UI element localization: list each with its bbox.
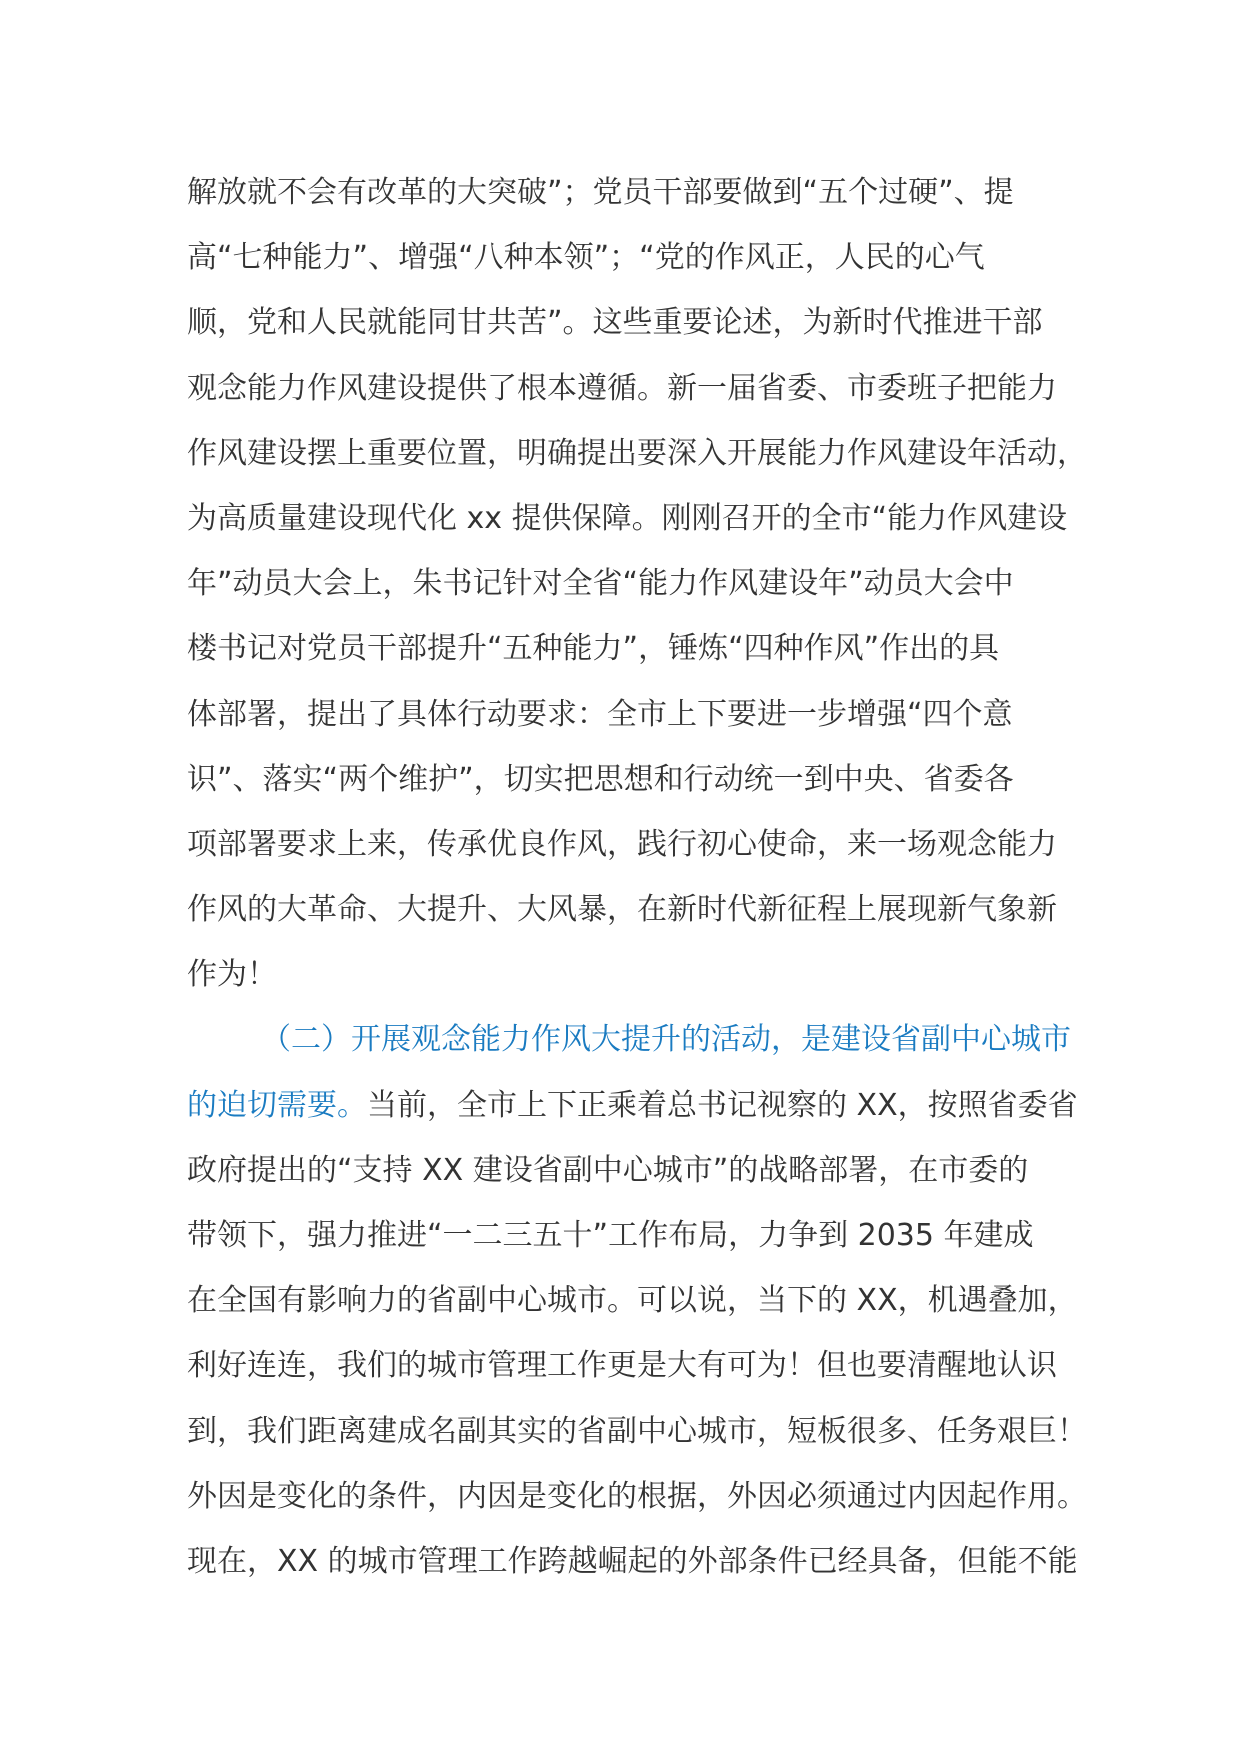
text-line: 为高质量建设现代化 xx 提供保障。刚刚召开的全市“能力作风建设 (187, 500, 1068, 536)
text-line: 政府提出的“支持 XX 建设省副中心城市”的战略部署，在市委的 (187, 1152, 1029, 1188)
text-line: 带领下，强力推进“一二三五十”工作布局，力争到 2035 年建成 (187, 1218, 1034, 1253)
text-line: 观念能力作风建设提供了根本遵循。新一届省委、市委班子把能力 (187, 370, 1057, 406)
text-line: 项部署要求上来，传承优良作风，践行初心使命，来一场观念能力 (187, 826, 1057, 862)
text-line: 识”、落实“两个维护”，切实把思想和行动统一到中央、省委各 (187, 761, 1014, 797)
section-heading: （二）开展观念能力作风大提升的活动，是建设省副中心城市 (261, 1022, 1071, 1058)
text-line (187, 1083, 1078, 1148)
text-line: 现在，XX 的城市管理工作跨越崛起的外部条件已经具备，但能不能 (187, 1543, 1078, 1579)
text-line: 顺，党和人民就能同甘共苦”。这些重要论述，为新时代推进干部 (187, 305, 1043, 341)
text-line: 楼书记对党员干部提升“五种能力”，锤炼“四种作风”作出的具 (187, 631, 1000, 667)
text-line: 作为！ (187, 957, 277, 993)
text-line: 作风的大革命、大提升、大风暴，在新时代新征程上展现新气象新 (187, 892, 1057, 928)
text-line: 年”动员大会上，朱书记针对全省“能力作风建设年”动员大会中 (187, 566, 1014, 602)
text-line: 体部署，提出了具体行动要求：全市上下要进一步增强“四个意 (187, 696, 1013, 732)
text-line: 在全国有影响力的省副中心城市。可以说，当下的 XX，机遇叠加， (187, 1283, 1078, 1319)
text-line: 高“七种能力”、增强“八种本领”；“党的作风正，人民的心气 (187, 240, 985, 276)
document-body (187, 170, 1087, 1604)
text-line: 到，我们距离建成名副其实的省副中心城市，短板很多、任务艰巨！ (187, 1413, 1087, 1449)
text-line: 解放就不会有改革的大突破”；党员干部要做到“五个过硬”、提 (187, 175, 1014, 210)
text-line: 作风建设摆上重要位置，明确提出要深入开展能力作风建设年活动， (187, 435, 1087, 471)
section-heading-end: 的迫切需要。 (187, 1087, 367, 1123)
paragraph-1 (187, 170, 1087, 1017)
text-span: 当前，全市上下正乘着总书记视察的 XX，按照省委省 (367, 1087, 1078, 1123)
paragraph-2 (187, 1017, 1087, 1604)
text-line: 利好连连，我们的城市管理工作更是大有可为！但也要清醒地认识 (187, 1348, 1057, 1384)
text-line: 外因是变化的条件，内因是变化的根据，外因必须通过内因起作用。 (187, 1478, 1087, 1514)
